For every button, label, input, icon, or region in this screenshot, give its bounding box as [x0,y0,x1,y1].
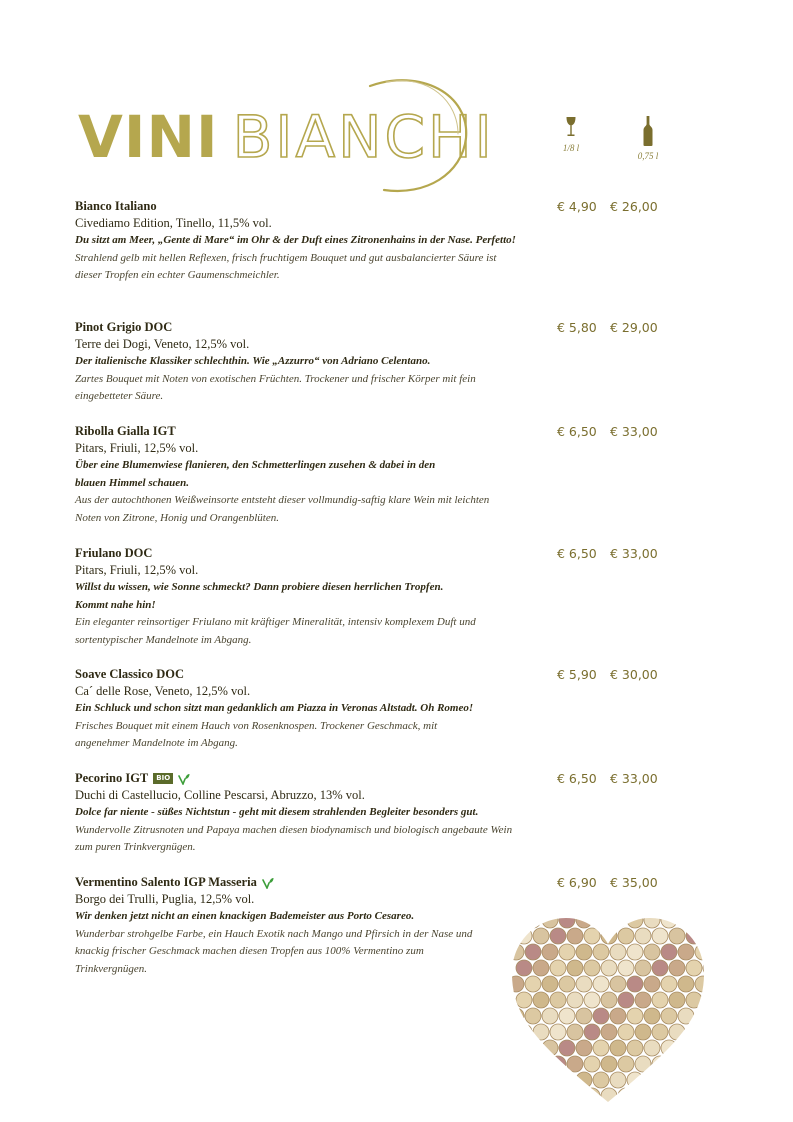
wine-quote: Der italienische Klassiker schlechthin. Wie „Azzurro“ von Adriano Celentano. [75,355,431,367]
cork [525,1072,541,1088]
cork [576,1072,592,1088]
cork [525,1008,541,1024]
wine-name: Soave Classico DOC [75,667,185,681]
cork [669,928,685,944]
leaf-icon [262,877,274,889]
cork [516,928,532,944]
cork [703,1056,708,1072]
cork [508,912,524,928]
cork [559,944,575,960]
price-glass: € 5,80 [557,320,597,335]
price-bottle: € 35,00 [610,875,658,890]
cork [661,976,677,992]
cork [542,1008,558,1024]
cork [669,1024,685,1040]
cork [618,960,634,976]
cork [627,1040,643,1056]
cork [559,1008,575,1024]
cork [618,1056,634,1072]
cork [703,960,708,976]
wine-entry [75,423,545,527]
wine-glass-icon [565,116,577,138]
cork [618,992,634,1008]
cork [593,976,609,992]
cork [669,992,685,1008]
cork [635,1088,651,1104]
column-glass [551,116,591,153]
cork [703,1088,708,1104]
cork [593,944,609,960]
cork [508,1008,524,1024]
cork [618,928,634,944]
price-bottle: € 33,00 [610,546,658,561]
cork [542,1072,558,1088]
cork [584,928,600,944]
cork [567,1024,583,1040]
cork [686,992,702,1008]
wine-description: Zartes Bouquet mit Noten von exotischen Früchten. Trockener und frischer Körper mit fein eingebetteter Säure. [75,372,476,402]
cork [695,976,708,992]
cork [669,1088,685,1104]
cork [610,912,626,928]
cork [627,1008,643,1024]
cork [661,1008,677,1024]
cork [678,1040,694,1056]
wine-entry [75,198,545,285]
cork [550,1088,566,1104]
cork [525,1040,541,1056]
cork [601,992,617,1008]
cork [644,976,660,992]
cork [627,1072,643,1088]
cork [635,1024,651,1040]
cork [550,928,566,944]
cork-heart-image [508,912,708,1112]
cork [644,912,660,928]
price-glass: € 4,90 [557,199,597,214]
wine-description: Strahlend gelb mit hellen Reflexen, frisch fruchtigem Bouquet und gut ausbalancierter Säure ist dieser Tropfen ein echter Gaumenschmeichler. [75,251,497,281]
cork [576,976,592,992]
price-bottle: € 30,00 [610,667,658,682]
price-glass: € 6,90 [557,875,597,890]
cork [516,960,532,976]
cork [559,1072,575,1088]
cork [644,1072,660,1088]
cork [695,1072,708,1088]
cork [627,944,643,960]
wine-entry [75,319,545,406]
cork [550,1024,566,1040]
wine-description: Frisches Bouquet mit einem Hauch von Rosenknospen. Trockener Geschmack, mit angenehmer Mandelnote im Abgang. [75,719,438,749]
wine-name: Bianco Italiano [75,199,157,213]
wine-quote: Ein Schluck und schon sitzt man gedanklich am Piazza in Veronas Altstadt. Oh Romeo! [75,702,474,714]
cork [508,1072,524,1088]
cork [618,1088,634,1104]
cork [525,944,541,960]
column-bottle [628,116,668,161]
cork [576,944,592,960]
cork [601,928,617,944]
cork [593,1008,609,1024]
cork [533,928,549,944]
cork [584,1088,600,1104]
price-glass: € 6,50 [557,771,597,786]
column-glass-label: 1/8 l [562,143,580,153]
cork [695,1040,708,1056]
cork [678,1072,694,1088]
bio-badge: BIO [153,773,173,784]
swirl-ornament [330,72,480,202]
cork [669,1056,685,1072]
cork [593,1072,609,1088]
cork [533,1024,549,1040]
wine-name: Vermentino Salento IGP Masseria [75,875,257,889]
cork [652,1088,668,1104]
cork [533,1056,549,1072]
price-bottle: € 29,00 [610,320,658,335]
price-glass: € 6,50 [557,424,597,439]
cork [567,928,583,944]
cork [576,1008,592,1024]
cork [644,1008,660,1024]
cork [661,912,677,928]
wine-quote: Du sitzt am Meer, „Gente di Mare“ im Ohr & der Duft eines Zitronenhains in der Nase. Perfetto! [75,234,516,246]
cork [567,992,583,1008]
cork [550,992,566,1008]
cork [584,960,600,976]
price-bottle: € 33,00 [610,771,658,786]
wine-producer: Borgo dei Trulli, Puglia, 12,5% vol. [75,892,255,906]
cork [703,992,708,1008]
cork [635,928,651,944]
cork [542,976,558,992]
wine-description: Aus der autochthonen Weißweinsorte entsteht dieser vollmundig-saftig klare Wein mit leichten Noten von Zitrone, Honig und Orangenblüten. [75,494,490,524]
title-vini: VINI [78,103,219,171]
wine-quote: Dolce far niente - süßes Nichtstun - geht mit diesem strahlenden Begleiter besonders gut. [75,806,479,818]
leaf-icon [178,773,190,785]
wine-description: Wundervolle Zitrusnoten und Papaya machen diesen biodynamisch und biologisch angebaute Wein zum puren Trinkvergnügen. [75,823,513,853]
cork [533,1088,549,1104]
cork [559,976,575,992]
cork [593,1040,609,1056]
cork [601,1024,617,1040]
wine-quote: Über eine Blumenwiese flanieren, den Schmetterlingen zusehen & dabei in den blauen Himmel schauen. [75,459,436,489]
cork [525,912,541,928]
cork [576,912,592,928]
cork [635,960,651,976]
wine-entry [75,770,545,857]
wine-name: Pecorino IGT [75,771,149,785]
wine-bottle-icon [643,116,653,146]
cork [567,1088,583,1104]
cork [635,992,651,1008]
cork [652,992,668,1008]
cork [516,992,532,1008]
title-bianchi: BIANCHI [232,103,495,171]
cork [644,1040,660,1056]
cork [610,1072,626,1088]
cork [550,960,566,976]
wine-description: Wunderbar strohgelbe Farbe, ein Hauch Exotik nach Mango und Pfirsich in der Nase und knackig frischer Geschmack machen diesen Tropfen aus 100% Vermentino zum Trinkvergnügen. [75,927,473,975]
cork [686,960,702,976]
cork [559,912,575,928]
cork [618,1024,634,1040]
price-glass: € 6,50 [557,546,597,561]
wine-entry [75,874,545,978]
cork [584,992,600,1008]
cork [695,1008,708,1024]
cork [601,1056,617,1072]
cork [652,960,668,976]
cork [610,1008,626,1024]
cork [610,1040,626,1056]
cork [627,912,643,928]
cork [567,1056,583,1072]
cork [678,1008,694,1024]
cork [652,928,668,944]
price-bottle: € 33,00 [610,424,658,439]
wine-name: Pinot Grigio DOC [75,320,173,334]
cork [635,1056,651,1072]
cork [661,1040,677,1056]
cork [576,1040,592,1056]
price-glass: € 5,90 [557,667,597,682]
cork [533,992,549,1008]
cork [550,1056,566,1072]
wine-quote: Wir denken jetzt nicht an einen knackigen Bademeister aus Porto Cesareo. [75,910,415,922]
wine-producer: Pitars, Friuli, 12,5% vol. [75,563,199,577]
cork [661,1072,677,1088]
cork [627,976,643,992]
cork [601,1088,617,1104]
price-bottle: € 26,00 [610,199,658,214]
cork [584,1024,600,1040]
cork [593,912,609,928]
cork [686,1088,702,1104]
cork [542,944,558,960]
wine-name: Ribolla Gialla IGT [75,424,176,438]
cork [703,928,708,944]
cork [678,976,694,992]
cork [703,1024,708,1040]
cork [686,1024,702,1040]
wine-name-row [75,874,545,891]
cork [508,944,524,960]
wine-producer: Duchi di Castellucio, Colline Pescarsi, Abruzzo, 13% vol. [75,788,365,802]
wine-description: Ein eleganter reinsortiger Friulano mit kräftiger Mineralität, intensiv komplexem Duft und sortentypischer Mandelnote im Abgang. [75,616,476,646]
cork [508,976,524,992]
wine-producer: Terre dei Dogi, Veneto, 12,5% vol. [75,337,250,351]
cork [533,960,549,976]
cork [610,944,626,960]
cork [695,912,708,928]
cork [567,960,583,976]
cork [686,928,702,944]
cork [669,960,685,976]
wine-producer: Civediamo Edition, Tinello, 11,5% vol. [75,216,272,230]
cork [601,960,617,976]
cork [516,1056,532,1072]
cork [695,944,708,960]
wine-entry [75,666,545,753]
cork [516,1088,532,1104]
cork [559,1040,575,1056]
cork [508,1040,524,1056]
column-bottle-label: 0,75 l [637,151,659,161]
wine-name: Friulano DOC [75,546,153,560]
cork [652,1056,668,1072]
wine-entry [75,545,545,649]
cork [661,944,677,960]
cork [686,1056,702,1072]
cork [584,1056,600,1072]
wine-name-row [75,770,545,787]
cork [516,1024,532,1040]
cork [525,976,541,992]
wine-producer: Pitars, Friuli, 12,5% vol. [75,441,199,455]
cork [678,912,694,928]
cork [542,1040,558,1056]
wine-producer: Ca´ delle Rose, Veneto, 12,5% vol. [75,684,251,698]
cork [652,1024,668,1040]
wine-quote: Willst du wissen, wie Sonne schmeckt? Dann probiere diesen herrlichen Tropfen. Kommt nahe hin! [75,581,444,611]
cork [542,912,558,928]
cork [610,976,626,992]
cork [644,944,660,960]
cork [678,944,694,960]
